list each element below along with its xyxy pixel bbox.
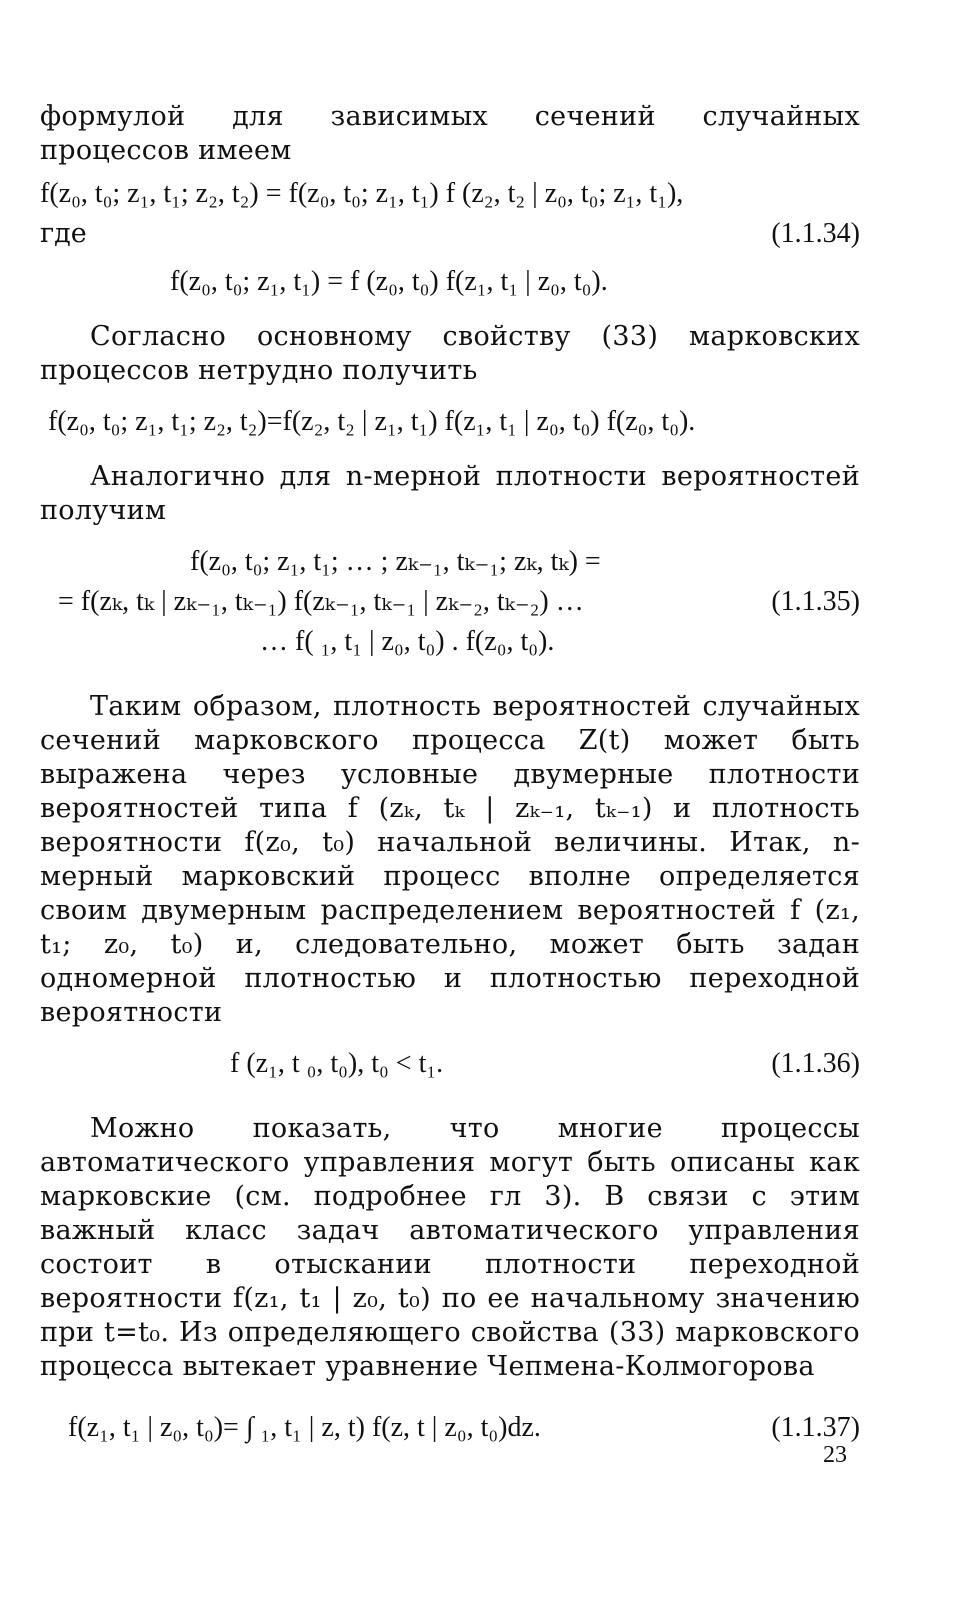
where-label: где xyxy=(40,218,87,249)
paragraph-2: Согласно основному свойству (33) марковских процессов нетрудно получить xyxy=(40,321,860,386)
equation-5 xyxy=(40,1046,860,1086)
equation-4a-text: f(z₀, t₀; z₁, t₁; … ; zₖ₋₁, tₖ₋₁; zₖ, tₖ) = xyxy=(190,546,601,577)
equation-3 xyxy=(40,404,860,444)
paragraph-3: Аналогично для n-мерной плотности вероятностей получим xyxy=(40,461,860,526)
equation-6-text: f(z₁, t₁ | z₀, t₀)= ∫ ₁, t₁ | z, t) f(z, t | z₀, t₀)dz. xyxy=(68,1412,541,1443)
paragraph-5: Можно показать, что многие процессы автоматического управления могут быть описаны как марковские (см. подробнее гл 3). В связи с этим важный класс задач автоматического управления состоит в отыскании плотности переходной вероятности f(z₁, t₁ | z₀, t₀) по ее начальному значению при t=t₀. Из определяющего свойства (33) марковского процесса вытекает уравнение Чепмена-Колмогорова xyxy=(40,1113,860,1382)
equation-number-1-1-36: (1.1.36) xyxy=(771,1048,860,1079)
equation-4-line-1 xyxy=(40,544,860,584)
equation-1 xyxy=(40,176,860,216)
equation-2-text: f(z₀, t₀; z₁, t₁) = f (z₀, t₀) f(z₁, t₁ | z₀, t₀). xyxy=(170,266,608,297)
paragraph-1: формулой для зависимых сечений случайных процессов имеем xyxy=(40,101,860,166)
page-body xyxy=(40,100,860,1450)
equation-4-line-3 xyxy=(40,624,860,664)
equation-1-text: f(z₀, t₀; z₁, t₁; z₂, t₂) = f(z₀, t₀; z₁, t₁) f (z₂, t₂ | z₀, t₀; z₁, t₁), xyxy=(40,178,684,209)
where-row xyxy=(40,216,860,256)
equation-3-text: f(z₀, t₀; z₁, t₁; z₂, t₂)=f(z₂, t₂ | z₁, t₁) f(z₁, t₁ | z₀, t₀) f(z₀, t₀). xyxy=(48,406,696,437)
equation-4b-text: = f(zₖ, tₖ | zₖ₋₁, tₖ₋₁) f(zₖ₋₁, tₖ₋₁ | zₖ₋₂, tₖ₋₂) … xyxy=(58,586,584,617)
equation-6 xyxy=(40,1410,860,1450)
equation-5-text: f (z₁, t ₀, t₀), t₀ < t₁. xyxy=(230,1048,444,1079)
equation-4-line-2 xyxy=(40,584,860,624)
paragraph-4: Таким образом, плотность вероятностей случайных сечений марковского процесса Z(t) может быть выражена через условные двумерные плотности вероятностей типа f (zₖ, tₖ | zₖ₋₁, tₖ₋₁) и плотность вероятности f(z₀, t₀) начальной величины. Итак, n-мерный марковский процесс вполне определяется своим двумерным распределением вероятностей f (z₁, t₁; z₀, t₀) и, следовательно, может быть задан одномерной плотностью и плотностью переходной вероятности xyxy=(40,691,860,1028)
equation-number-1-1-34: (1.1.34) xyxy=(771,218,860,249)
equation-number-1-1-35: (1.1.35) xyxy=(771,586,860,617)
page-number: 23 xyxy=(823,1442,847,1468)
equation-2 xyxy=(40,264,860,304)
equation-number-1-1-37: (1.1.37) xyxy=(771,1412,860,1443)
equation-4c-text: … f( ₁, t₁ | z₀, t₀) . f(z₀, t₀). xyxy=(260,626,555,657)
